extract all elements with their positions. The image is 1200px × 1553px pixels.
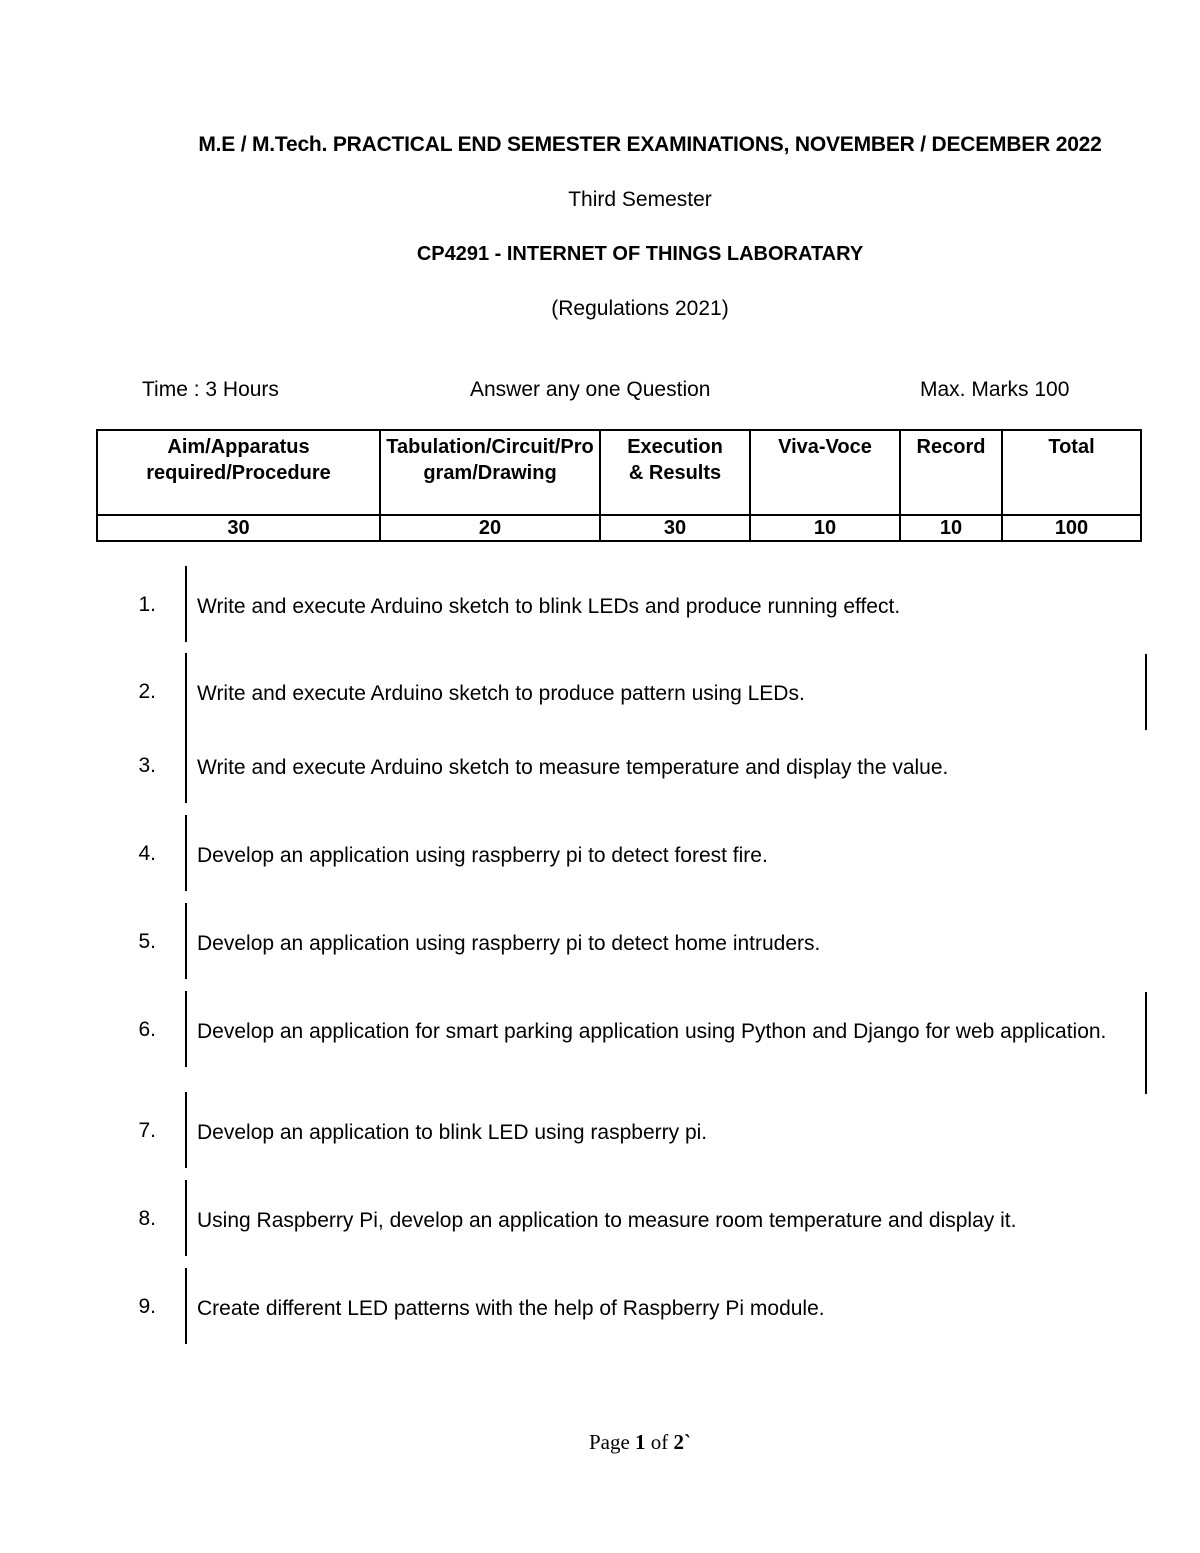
question-number: 1.	[138, 593, 156, 616]
max-marks: Max. Marks 100	[920, 378, 1070, 401]
right-margin-bar	[1145, 992, 1147, 1094]
header-execution-results	[600, 430, 750, 515]
header-aim-procedure	[97, 430, 380, 515]
question-number: 5.	[138, 930, 156, 953]
marks-distribution-table	[96, 429, 1142, 542]
answer-instruction: Answer any one Question	[470, 378, 711, 401]
question-divider	[185, 903, 187, 979]
header-line: Execution	[627, 436, 723, 458]
question-text: Develop an application using raspberry pi to detect forest fire.	[197, 844, 768, 867]
page-label: Page	[588, 1430, 630, 1454]
question-item	[0, 566, 1200, 646]
question-item	[0, 815, 1200, 895]
question-item	[0, 727, 1200, 807]
course-title: CP4291 - INTERNET OF THINGS LABORATARY	[416, 243, 864, 265]
regulations-label: (Regulations 2021)	[551, 297, 729, 320]
of-label: of	[650, 1430, 669, 1454]
header-line: Aim/Apparatus	[167, 436, 310, 458]
question-number: 9.	[138, 1295, 156, 1318]
question-divider	[185, 727, 187, 803]
question-divider	[185, 991, 187, 1067]
header-viva-voce: Viva-Voce	[750, 430, 900, 515]
marks-viva-voce: 10	[750, 515, 900, 541]
right-margin-bar	[1145, 654, 1147, 730]
question-number: 3.	[138, 754, 156, 777]
marks-values-row	[97, 515, 1141, 541]
question-text: Develop an application using raspberry pi to detect home intruders.	[197, 932, 821, 955]
marks-record: 10	[900, 515, 1002, 541]
question-divider	[185, 1092, 187, 1168]
question-number: 6.	[138, 1018, 156, 1041]
header-total: Total	[1002, 430, 1141, 515]
marks-execution: 30	[600, 515, 750, 541]
header-line: & Results	[628, 462, 722, 484]
question-text: Using Raspberry Pi, develop an application to measure room temperature and display it.	[197, 1209, 1017, 1232]
question-divider	[185, 566, 187, 642]
question-number: 8.	[138, 1207, 156, 1230]
question-divider	[185, 1180, 187, 1256]
question-item	[0, 653, 1200, 733]
semester-label: Third Semester	[568, 188, 712, 211]
question-item	[0, 991, 1200, 1071]
question-text: Create different LED patterns with the help of Raspberry Pi module.	[197, 1297, 825, 1320]
page-footer	[0, 1430, 1200, 1455]
page-number: 1	[635, 1430, 646, 1454]
question-number: 2.	[138, 680, 156, 703]
question-item	[0, 903, 1200, 983]
question-text: Develop an application for smart parking application using Python and Django for web application.	[197, 1020, 1107, 1043]
question-item	[0, 1180, 1200, 1260]
marks-header-row	[97, 430, 1141, 515]
question-text: Write and execute Arduino sketch to measure temperature and display the value.	[197, 756, 949, 779]
exam-duration: Time : 3 Hours	[142, 378, 279, 401]
question-number: 4.	[138, 842, 156, 865]
question-divider	[185, 815, 187, 891]
question-text: Develop an application to blink LED using raspberry pi.	[197, 1121, 708, 1144]
header-tabulation: Tabulation/Circuit/Program/Drawing	[380, 430, 600, 515]
question-text: Write and execute Arduino sketch to produce pattern using LEDs.	[197, 682, 805, 705]
question-divider	[185, 653, 187, 729]
question-number: 7.	[138, 1119, 156, 1142]
question-text: Write and execute Arduino sketch to blink LEDs and produce running effect.	[197, 595, 901, 618]
question-divider	[185, 1268, 187, 1344]
exam-title: M.E / M.Tech. PRACTICAL END SEMESTER EXAMINATIONS, NOVEMBER / DECEMBER 2022	[198, 133, 1102, 156]
header-line: required/Procedure	[146, 462, 331, 484]
question-item	[0, 1092, 1200, 1172]
question-item	[0, 1268, 1200, 1348]
marks-total: 100	[1002, 515, 1141, 541]
marks-tabulation: 20	[380, 515, 600, 541]
total-pages: 2`	[673, 1430, 692, 1454]
header-record: Record	[900, 430, 1002, 515]
marks-aim-procedure: 30	[97, 515, 380, 541]
